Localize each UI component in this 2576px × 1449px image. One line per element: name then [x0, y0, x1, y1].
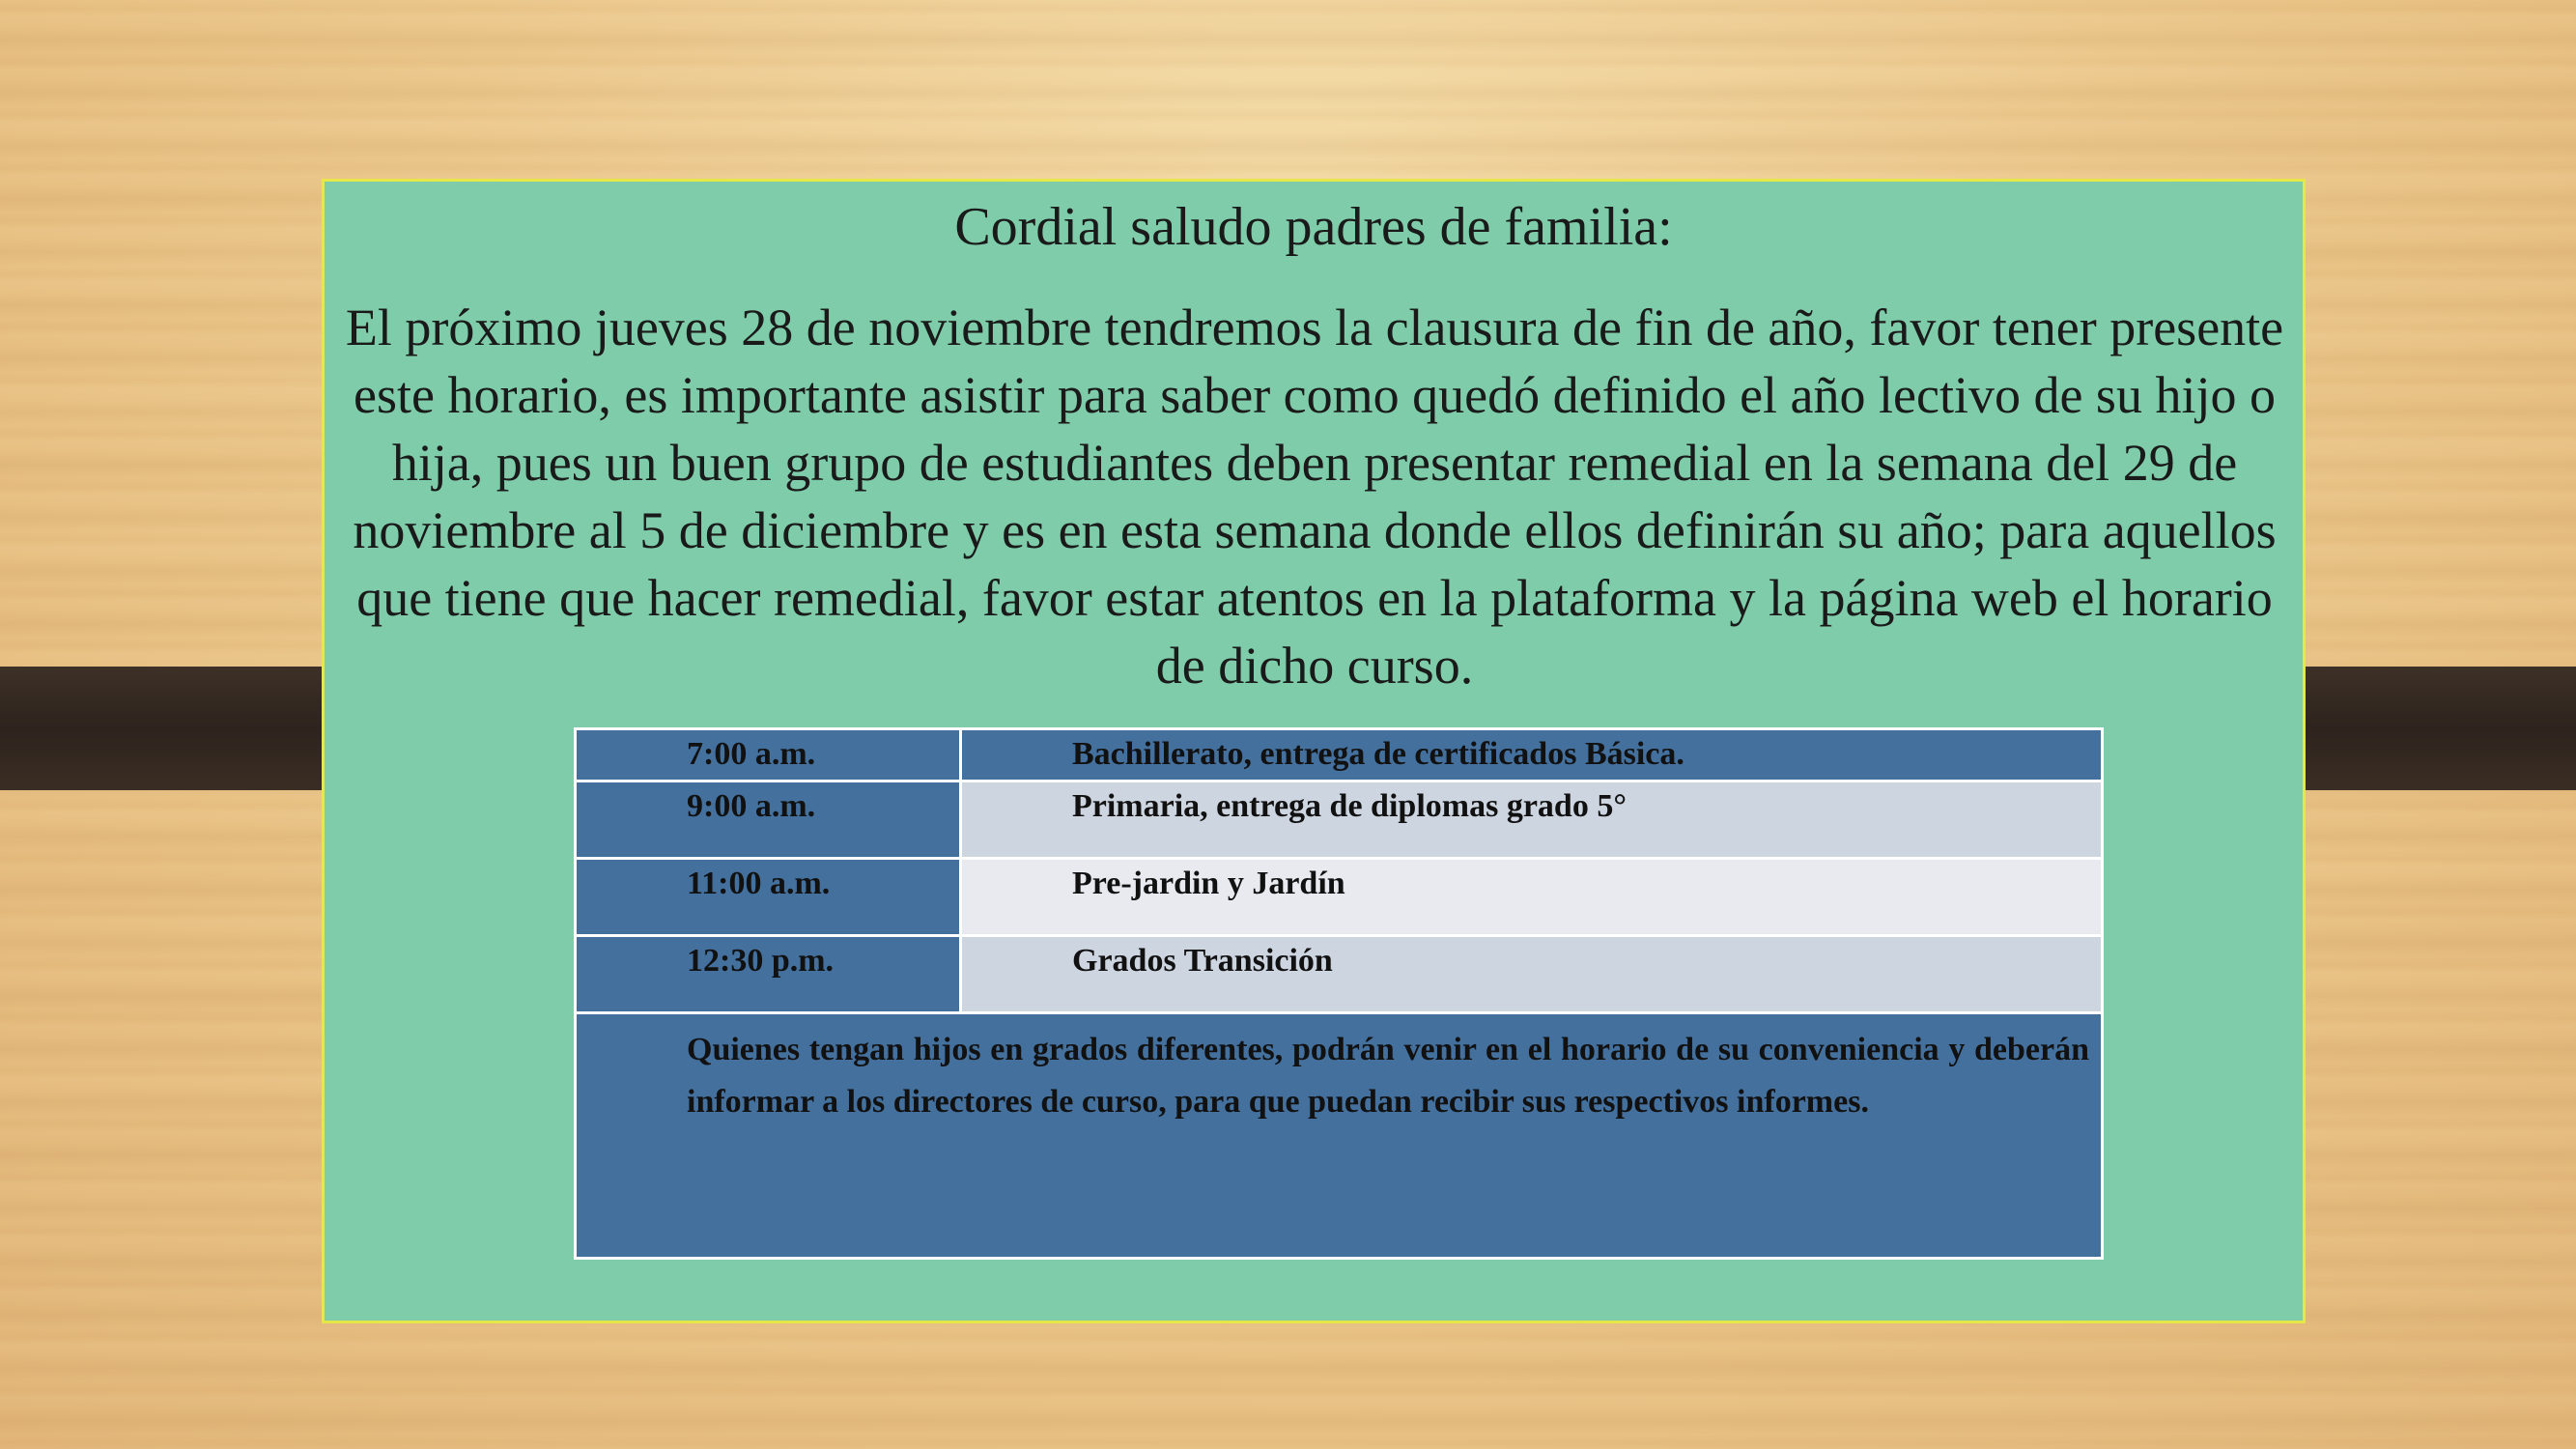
schedule-time: 12:30 p.m.	[576, 936, 961, 1013]
schedule-table	[574, 727, 2104, 1260]
schedule-description: Bachillerato, entrega de certificados Básica.	[961, 729, 2103, 781]
schedule-time: 9:00 a.m.	[576, 781, 961, 859]
schedule-time: 11:00 a.m.	[576, 859, 961, 936]
schedule-description: Grados Transición	[961, 936, 2103, 1013]
greeting-heading: Cordial saludo padres de familia:	[954, 197, 1673, 257]
announcement-message: El próximo jueves 28 de noviembre tendremos la clausura de fin de año, favor tener presente este horario, es importante asistir para saber como quedó definido el año lectivo de su hijo o hija, pues un buen grupo de estudiantes deben presentar remedial en la semana del 29 de noviembre al 5 de diciembre y es en esta semana donde ellos definirán su año; para aquellos que tiene que hacer remedial, favor estar atentos en la plataforma y la página web el horario de dicho curso.	[345, 298, 2284, 695]
table-row	[576, 1013, 2103, 1259]
table-row	[576, 781, 2103, 859]
table-row	[576, 859, 2103, 936]
table-row	[576, 729, 2103, 781]
schedule-note: Quienes tengan hijos en grados diferentes, podrán venir en el horario de su conveniencia y deberán informar a los directores de curso, para que puedan recibir sus respectivos informes.	[576, 1013, 2103, 1259]
table-row	[576, 936, 2103, 1013]
schedule-description: Pre-jardin y Jardín	[961, 859, 2103, 936]
schedule-time: 7:00 a.m.	[576, 729, 961, 781]
announcement-card	[322, 179, 2306, 1323]
schedule-description: Primaria, entrega de diplomas grado 5°	[961, 781, 2103, 859]
